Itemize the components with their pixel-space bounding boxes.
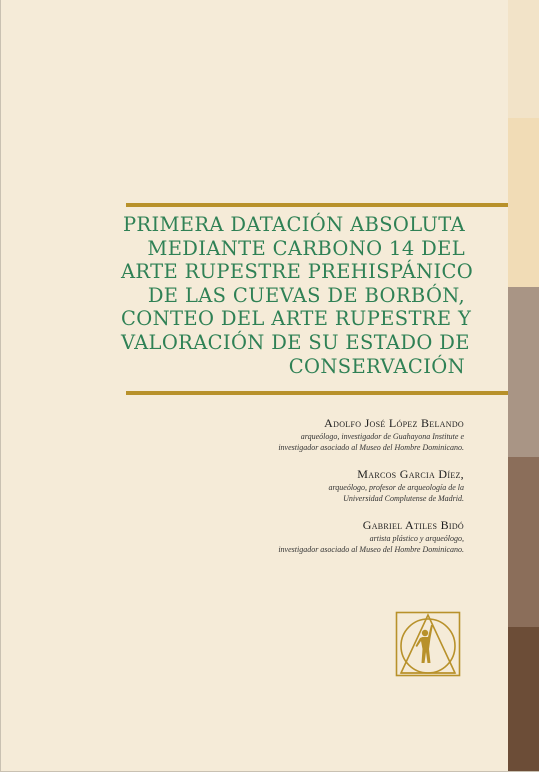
- author-name: Adolfo José López Belando: [324, 416, 464, 430]
- author-name: Gabriel Atiles Bidó: [362, 518, 464, 532]
- title-top-rule: [126, 203, 508, 207]
- title-bottom-rule: [126, 391, 508, 395]
- museum-logo-icon: [395, 611, 461, 677]
- author-entry: [134, 518, 464, 555]
- author-role: artista plástico y arqueólogo,: [369, 534, 464, 543]
- title-line: ARTE RUPESTRE PREHISPÁNICO: [121, 260, 474, 284]
- title-line: MEDIANTE CARBONO 14 DEL: [147, 236, 465, 260]
- author-role: Universidad Complutense de Madrid.: [343, 494, 464, 503]
- document-title: [121, 213, 474, 378]
- title-line: DE LAS CUEVAS DE BORBÓN,: [147, 283, 465, 307]
- title-line: VALORACIÓN DE SU ESTADO DE: [121, 330, 470, 354]
- color-strip-5: [508, 627, 539, 772]
- author-role: investigador asociado al Museo del Hombre Dominicano.: [278, 545, 464, 554]
- color-strip-2: [508, 118, 539, 287]
- color-strip-4: [508, 457, 539, 627]
- author-list: [134, 416, 464, 569]
- author-role: arqueólogo, profesor de arqueología de la: [328, 483, 464, 492]
- title-line: CONTEO DEL ARTE RUPESTRE Y: [121, 307, 472, 331]
- author-role: investigador asociado al Museo del Hombre Dominicano.: [278, 443, 464, 452]
- color-strip-3: [508, 287, 539, 457]
- title-line: CONSERVACIÓN: [288, 354, 465, 378]
- author-entry: [134, 467, 464, 504]
- title-line: PRIMERA DATACIÓN ABSOLUTA: [122, 213, 465, 236]
- author-name: Marcos Garcia Díez,: [357, 467, 464, 481]
- color-strip-1: [508, 0, 539, 118]
- author-role: arqueólogo, investigador de Guahayona Institute e: [300, 432, 464, 441]
- author-entry: [134, 416, 464, 453]
